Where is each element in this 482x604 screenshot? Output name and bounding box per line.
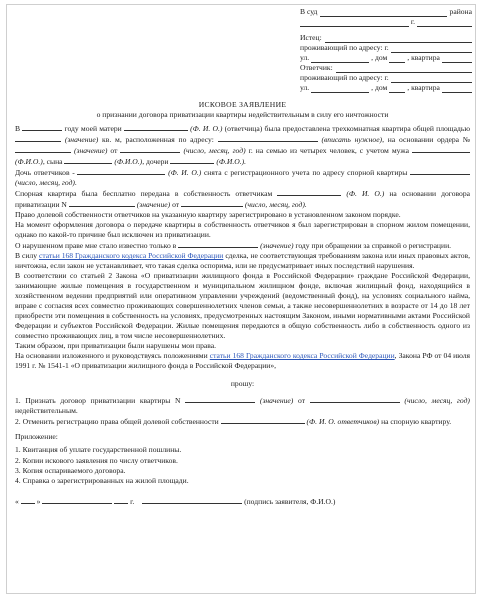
defendant-label: Ответчик: <box>300 62 333 72</box>
request-item-1: 1. Признать договор приватизации квартиры N (значение) от (число, месяц, год) недействительным. <box>15 396 470 416</box>
city-blank-left <box>300 18 409 27</box>
attachment-item: 4. Справка о зарегистрированных на жилой площади. <box>15 475 189 485</box>
attachments-list <box>15 432 470 485</box>
document-title: ИСКОВОЕ ЗАЯВЛЕНИЕ <box>198 100 287 109</box>
plaintiff-line <box>300 33 472 43</box>
attachment-item: 1. Квитанция об уплате государственной пошлины. <box>15 445 182 455</box>
district-label: района <box>449 6 472 16</box>
signature-caption: (подпись заявителя, Ф.И.О.) <box>244 496 336 506</box>
paragraph-rights-violated: Таким образом, при приватизации были нарушены мои права. <box>15 341 217 351</box>
plaintiff-house-label: , дом <box>371 52 388 62</box>
defendant-residing-label: проживающий по адресу: г. <box>300 72 389 82</box>
document-page <box>6 4 476 594</box>
attachments-heading: Приложение: <box>15 432 58 442</box>
defendant-house-label: , дом <box>371 82 388 92</box>
city-blank <box>417 18 472 27</box>
city-line <box>300 17 472 27</box>
address-header <box>300 7 472 93</box>
paragraph-grounds: На основании изложенного и руководствуясь положениями статьи 168 Гражданского кодекса Российской Федерации, Закона РФ от 04 июля 1991 г. № 1541-1 «О приватизации жилищного фонда в Российской Федерации», <box>15 351 470 371</box>
defendant-residing-line <box>300 73 472 83</box>
paragraph-apartment-grant: В году моей матери (Ф. И. О.) (ответчица) была предоставлена трехкомнатная квартира общей площадью (значение) кв. м, расположенная по адресу: (вписать нужное), на основании ордера № (значение) от (число, месяц, год) г. на семью из четырех человек, с учетом мужа (Ф.И.О.), сына (Ф.И.О.), дочери (Ф.И.О.). <box>15 124 471 167</box>
paragraph-daughter: Дочь ответчиков - (Ф. И. О.) снята с регистрационного учета по адресу спорной квартиры (число, месяц, год). <box>15 167 470 188</box>
plaintiff-blank <box>325 34 472 43</box>
article-168-link-2[interactable]: статьи 168 Гражданского кодекса Российской Федерации <box>209 351 395 361</box>
defendant-house-blank <box>389 84 405 93</box>
paragraph-privatization-contract: Спорная квартира была бесплатно передана в собственность ответчикам (Ф. И. О.) на основании договора приватизации N (значение) от (число, месяц, год). <box>15 189 470 210</box>
defendant-street-blank <box>311 84 369 93</box>
defendant-city-blank <box>391 74 472 83</box>
defendant-apartment-label: , квартира <box>407 82 440 92</box>
attachment-item: 2. Копии искового заявления по числу ответчиков. <box>15 455 178 465</box>
plaintiff-residing-label: проживающий по адресу: г. <box>300 42 389 52</box>
defendant-line <box>300 63 472 73</box>
paragraph-excluded: На момент оформления договора о передаче квартиры в собственность ответчиков я был зарегистрирован в спорном жилом помещении, однако по какой-то причине был исключен из приватизации. <box>15 220 470 240</box>
plaintiff-house-blank <box>389 54 405 63</box>
plaintiff-street-label: ул. <box>300 52 310 62</box>
paragraph-article-168: В силу статьи 168 Гражданского кодекса Российской Федерации сделка, не соответствующая требованиям закона или иных правовых актов, ничтожна, если закон не устанавливает, что такая сделка оспорима, или не предусматривает иных последствий нарушения. <box>15 251 471 271</box>
paragraph-became-aware: О нарушенном праве мне стало известно только в (значение) году при обращении за справкой о регистрации. <box>15 241 452 251</box>
court-line <box>300 7 472 17</box>
defendant-address-line <box>300 83 472 93</box>
plaintiff-address-line <box>300 53 472 63</box>
plaintiff-residing-line <box>300 43 472 53</box>
plaintiff-label: Истец: <box>300 32 322 42</box>
request-heading: прошу: <box>230 379 255 389</box>
court-label: В суд <box>300 6 318 16</box>
defendant-apartment-blank <box>442 84 472 93</box>
plaintiff-apartment-blank <box>442 54 472 63</box>
article-168-link[interactable]: статьи 168 Гражданского кодекса Российской Федерации <box>38 251 224 261</box>
paragraph-registration: Право долевой собственности ответчиков на указанную квартиру зарегистрировано в установленном законом порядке. <box>15 210 401 220</box>
defendant-street-label: ул. <box>300 82 310 92</box>
city-label: г. <box>410 16 415 26</box>
document-subtitle: о признании договора приватизации квартиры недействительным в силу его ничтожности <box>96 110 389 120</box>
attachment-item: 3. Копия оспариваемого договора. <box>15 465 126 475</box>
court-blank <box>320 8 446 17</box>
paragraph-privatization-law: В соответствии со статьей 2 Закона «О приватизации жилищного фонда в Российской Федерации» граждане Российской Федерации, занимающие жилые помещения в государственном и муниципальном жилищном фонде, включая жилищный фонд, находящийся в хозяйственном ведении предприятий или оперативном управлении учреждений (ведомственный фонд), на условиях социального найма, вправе с согласия всех совместно проживающих совершеннолетних членов семьи, а также несовершеннолетних в возрасте от 14 до 18 лет приобрести эти помещения в собственность на условиях, предусмотренных настоящим Законом, иными нормативными актами Российской Федерации и субъектов Российской Федерации. Жилые помещения передаются в общую собственность либо в собственность одного из совместно проживающих лиц, в том числе несовершеннолетних. <box>15 271 470 341</box>
defendant-blank <box>336 64 472 73</box>
plaintiff-street-blank <box>311 54 369 63</box>
plaintiff-apartment-label: , квартира <box>407 52 440 62</box>
request-item-2: 2. Отменить регистрацию права общей долевой собственности (Ф. И. О. ответчиков) на спорную квартиру. <box>15 417 452 427</box>
plaintiff-city-blank <box>391 44 472 53</box>
signature-line: « » г. (подпись заявителя, Ф.И.О.) <box>15 496 336 506</box>
